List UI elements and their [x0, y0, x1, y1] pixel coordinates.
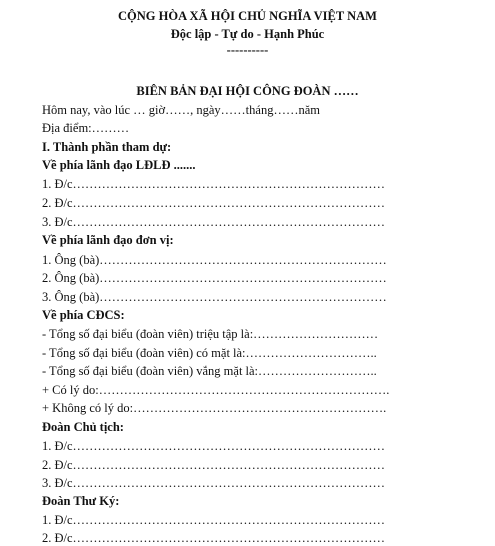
attendees-heading: I. Thành phần tham dự: [42, 140, 172, 154]
place-line: Địa điểm:……… [42, 121, 130, 135]
document-title: BIÊN BẢN ĐẠI HỘI CÔNG ĐOÀN …… [136, 84, 359, 98]
list-item: 1. Đ/c………………………………………………………………… [42, 177, 386, 191]
presidium-heading: Đoàn Chủ tịch: [42, 420, 124, 434]
list-item: 2. Ông (bà)…………………………………………………………… [42, 271, 387, 285]
list-item: 3. Đ/c………………………………………………………………… [42, 215, 386, 229]
header-rule: ---------- [226, 43, 269, 57]
list-item: 2. Đ/c………………………………………………………………… [42, 531, 386, 545]
list-item: 2. Đ/c………………………………………………………………… [42, 458, 386, 472]
republic-header: CỘNG HÒA XÃ HỘI CHỦ NGHĨA VIỆT NAM [118, 9, 377, 23]
list-item: + Không có lý do:……………………………………………………. [42, 401, 387, 415]
cdcs-heading: Về phía CĐCS: [42, 308, 125, 322]
secretary-heading: Đoàn Thư Ký: [42, 494, 120, 508]
list-item: 1. Đ/c………………………………………………………………… [42, 439, 386, 453]
list-item: 1. Ông (bà)…………………………………………………………… [42, 253, 387, 267]
unit-heading: Về phía lãnh đạo đơn vị: [42, 233, 174, 247]
list-item: - Tổng số đại biểu (đoàn viên) có mặt là:………………………….. [42, 346, 377, 360]
list-item: - Tổng số đại biểu (đoàn viên) vắng mặt là:……………………….. [42, 364, 377, 378]
list-item: + Có lý do:……………………………………………………………. [42, 383, 390, 397]
list-item: 2. Đ/c………………………………………………………………… [42, 196, 386, 210]
list-item: - Tổng số đại biểu (đoàn viên) triệu tập là:………………………… [42, 327, 379, 341]
motto: Độc lập - Tự do - Hạnh Phúc [170, 27, 325, 41]
list-item: 3. Ông (bà)…………………………………………………………… [42, 290, 387, 304]
time-line: Hôm nay, vào lúc … giờ……, ngày……tháng……năm [42, 103, 320, 117]
list-item: 3. Đ/c………………………………………………………………… [42, 476, 386, 490]
ldld-heading: Về phía lãnh đạo LĐLĐ ....... [42, 158, 196, 172]
list-item: 1. Đ/c………………………………………………………………… [42, 513, 386, 527]
